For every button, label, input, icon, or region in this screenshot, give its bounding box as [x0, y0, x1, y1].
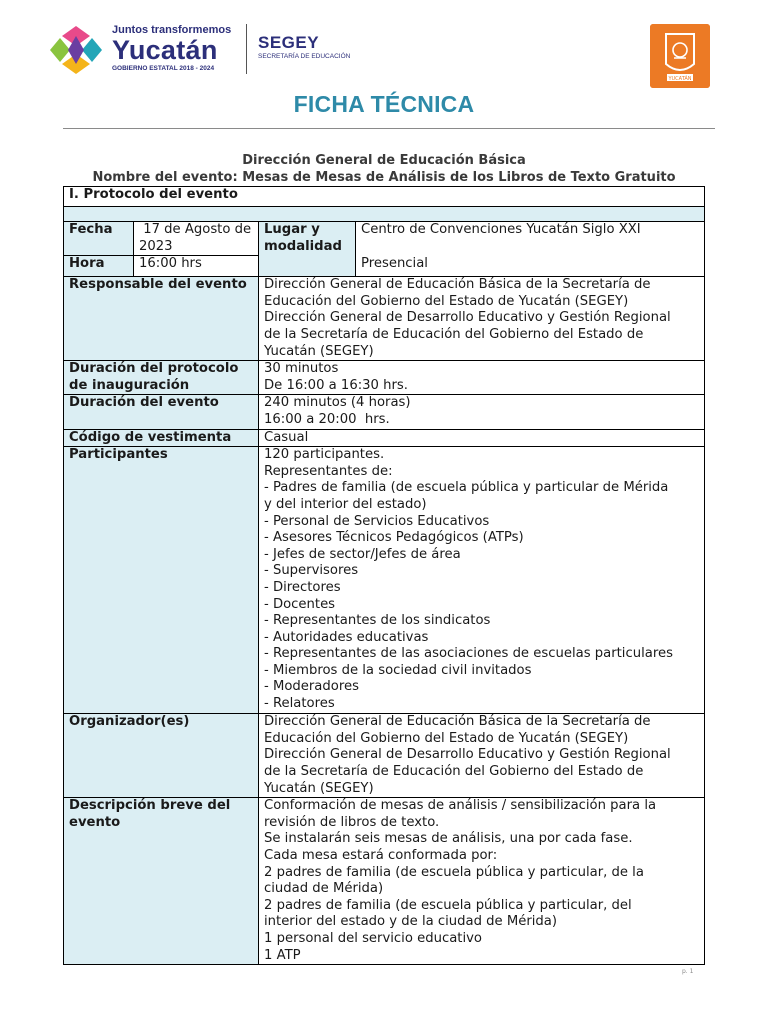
fecha-value: 17 de Agosto de 2023	[134, 222, 259, 256]
text-line: 2 padres de familia (de escuela pública y particular, del	[264, 897, 632, 913]
descripcion-label: Descripción breve del evento	[64, 798, 259, 965]
section-bar	[64, 207, 705, 222]
vestimenta-label: Código de vestimenta	[64, 429, 259, 447]
text-line: - Relatores	[264, 696, 335, 712]
responsable-value	[259, 277, 705, 361]
brand-period: GOBIERNO ESTATAL 2018 - 2024	[112, 65, 215, 72]
text-line: - Supervisores	[264, 563, 359, 579]
event-name-heading: Nombre del evento: Mesas de Mesas de Análisis de los Libros de Texto Gratuito	[92, 170, 676, 185]
duracion-protocolo-value	[259, 361, 705, 395]
text-line: - Directores	[264, 579, 341, 595]
text-line: Se instalarán seis mesas de análisis, una por cada fase.	[264, 831, 633, 847]
text-line: de la Secretaría de Educación del Gobierno del Estado de	[264, 326, 644, 342]
segey-block	[258, 34, 350, 61]
text-line: - Docentes	[264, 596, 336, 612]
text-line: Representantes de:	[264, 463, 393, 479]
text-line: y del interior del estado)	[264, 496, 427, 512]
lugar-label: Lugar y modalidad	[259, 222, 356, 277]
text-line: - Personal de Servicios Educativos	[264, 513, 490, 529]
lugar-spacer	[361, 239, 699, 256]
text-line: Yucatán (SEGEY)	[264, 780, 374, 796]
text-line: - Miembros de la sociedad civil invitados	[264, 662, 532, 678]
responsable-label: Responsable del evento	[64, 277, 259, 361]
header-divider	[246, 24, 247, 74]
fecha-label: Fecha	[64, 222, 134, 256]
text-line: revisión de libros de texto.	[264, 814, 440, 830]
duracion-evento-value	[259, 395, 705, 429]
segey-name: SEGEY	[258, 33, 320, 52]
text-line: - Asesores Técnicos Pedagógicos (ATPs)	[264, 530, 524, 546]
text-line: Dirección General de Desarrollo Educativo y Gestión Regional	[264, 747, 671, 763]
vestimenta-value: Casual	[259, 429, 705, 447]
duracion-evento-row	[64, 395, 705, 429]
text-line: - Padres de familia (de escuela pública y particular de Mérida	[264, 480, 669, 496]
modalidad-value: Presencial	[361, 255, 428, 271]
page-number: p. 1	[682, 968, 694, 975]
yucatan-logo-icon	[46, 22, 106, 78]
text-line: Dirección General de Educación Básica de la Secretaría de	[264, 277, 651, 293]
text-line: Dirección General de Educación Básica de la Secretaría de	[264, 714, 651, 730]
text-line: interior del estado y de la ciudad de Mérida)	[264, 914, 558, 930]
text-line: Dirección General de Desarrollo Educativo y Gestión Regional	[264, 310, 671, 326]
descripcion-row	[64, 798, 705, 965]
text-line: Educación del Gobierno del Estado de Yucatán (SEGEY)	[264, 293, 629, 309]
participantes-value	[259, 447, 705, 714]
responsable-row	[64, 277, 705, 361]
duracion-protocolo-row	[64, 361, 705, 395]
page-title: FICHA TÉCNICA	[293, 91, 475, 117]
text-line: ciudad de Mérida)	[264, 881, 384, 897]
lugar-value: Centro de Convenciones Yucatán Siglo XXI	[361, 222, 641, 237]
duracion-evento-label: Duración del evento	[64, 395, 259, 429]
participantes-row	[64, 447, 705, 714]
text-line: - Representantes de los sindicatos	[264, 613, 491, 629]
brand-block	[112, 24, 231, 73]
text-line: 30 minutos	[264, 361, 339, 377]
text-line: - Representantes de las asociaciones de escuelas particulares	[264, 646, 673, 662]
lugar-cell	[356, 222, 705, 277]
text-line: 16:00 a 20:00 hrs.	[264, 411, 390, 427]
text-line: Educación del Gobierno del Estado de Yucatán (SEGEY)	[264, 730, 629, 746]
segey-subtitle: SECRETARÍA DE EDUCACIÓN	[258, 53, 351, 60]
vestimenta-row	[64, 429, 705, 447]
text-line: - Moderadores	[264, 679, 359, 695]
text-line: 120 participantes.	[264, 447, 385, 463]
section-title: I. Protocolo del evento	[64, 187, 705, 207]
text-line: Conformación de mesas de análisis / sensibilización para la	[264, 798, 657, 814]
duracion-protocolo-label: Duración del protocolo de inauguración	[64, 361, 259, 395]
brand-tagline: Juntos transformemos	[112, 24, 232, 36]
text-line: 240 minutos (4 horas)	[264, 395, 411, 411]
state-seal-icon	[650, 24, 710, 88]
brand-name: Yucatán	[112, 35, 218, 65]
text-line: de la Secretaría de Educación del Gobierno del Estado de	[264, 763, 644, 779]
technical-sheet-table	[63, 186, 705, 965]
participantes-label: Participantes	[64, 447, 259, 714]
fecha-row	[64, 222, 705, 256]
text-line: De 16:00 a 16:30 hrs.	[264, 377, 408, 393]
organizador-row	[64, 714, 705, 798]
text-line: 2 padres de familia (de escuela pública y particular, de la	[264, 864, 644, 880]
section-row	[64, 187, 705, 207]
hora-label: Hora	[64, 256, 134, 277]
text-line: - Autoridades educativas	[264, 629, 429, 645]
text-line: 1 ATP	[264, 947, 301, 963]
seal-label: YUCATÁN	[668, 76, 692, 82]
descripcion-value	[259, 798, 705, 965]
text-line: - Jefes de sector/Jefes de área	[264, 546, 461, 562]
text-line: Yucatán (SEGEY)	[264, 343, 374, 359]
text-line: Cada mesa estará conformada por:	[264, 847, 498, 863]
organizador-value	[259, 714, 705, 798]
title-rule	[63, 128, 715, 129]
page-header	[0, 0, 768, 90]
hora-value: 16:00 hrs	[134, 256, 259, 277]
directorate-heading: Dirección General de Educación Básica	[242, 153, 526, 168]
organizador-label: Organizador(es)	[64, 714, 259, 798]
section-bar-row	[64, 207, 705, 222]
text-line: 1 personal del servicio educativo	[264, 930, 482, 946]
